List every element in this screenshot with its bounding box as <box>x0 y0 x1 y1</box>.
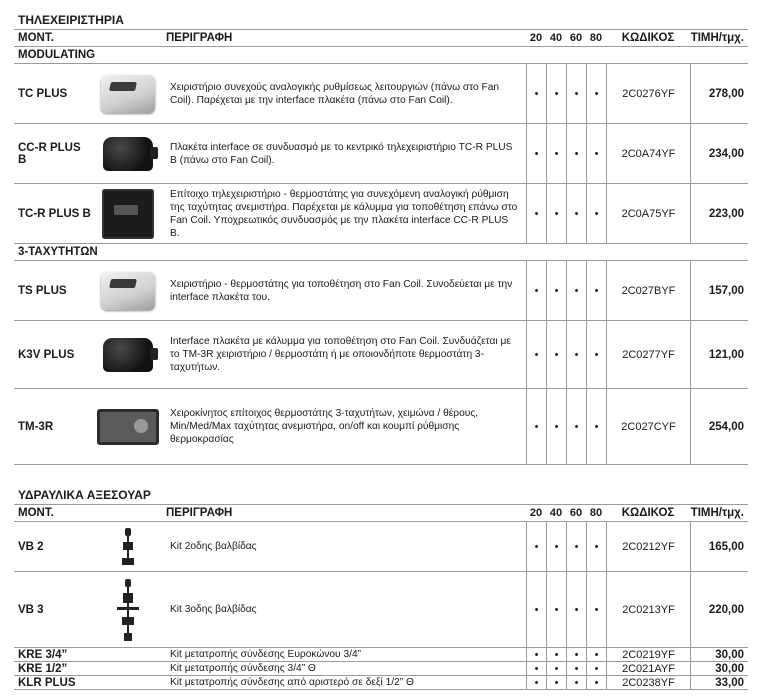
header-size-80: 80 <box>589 507 603 519</box>
row-size-40: • <box>546 676 566 689</box>
table-row <box>14 662 748 676</box>
row-code: 2C0276YF <box>606 64 690 123</box>
row-code: 2C0213YF <box>606 572 690 647</box>
table-row <box>14 124 748 184</box>
row-model: KRE 1/2” <box>18 662 68 675</box>
row-code: 2C0238YF <box>606 676 690 689</box>
header-model: ΜΟΝΤ. <box>18 507 54 519</box>
header-code: ΚΩΔΙΚΟΣ <box>621 32 675 44</box>
table-row <box>14 389 748 465</box>
row-code: 2C021AYF <box>606 662 690 675</box>
row-price: 220,00 <box>690 572 748 647</box>
row-size-60: • <box>566 124 586 183</box>
two-way-valve-icon <box>121 528 135 566</box>
row-price: 30,00 <box>690 648 748 661</box>
remote-control-icon <box>101 75 155 113</box>
group-title-modulating: MODULATING <box>14 47 748 64</box>
row-price: 157,00 <box>690 261 748 320</box>
row-size-40: • <box>546 648 566 661</box>
row-description: Επίτοιχο τηλεχειριστήριο - θερμοστάτης για συνεχόμενη αναλογική ρύθμιση της ταχύτητας ανεμιστήρα. Παρέχεται με κάλυμμα για τοποθέτηση επάνω στο Fan Coil. Υποχρεωτικός συνδυασμός με την πλακέτα interface CC-R PLUS B. <box>170 188 518 239</box>
row-price: 223,00 <box>690 184 748 243</box>
row-model: KLR PLUS <box>18 676 76 689</box>
row-description: Kit μετατροπής σύνδεσης από αριστερό σε δεξί 1/2” Θ <box>170 677 414 688</box>
row-description: Kit 3οδης βαλβίδας <box>170 604 257 615</box>
row-model: K3V PLUS <box>18 348 75 361</box>
row-description: Kit μετατροπής σύνδεσης 3/4” Θ <box>170 663 316 674</box>
row-price: 234,00 <box>690 124 748 183</box>
table-row <box>14 648 748 662</box>
row-size-40: • <box>546 64 566 123</box>
remote-control-icon <box>101 272 155 310</box>
row-size-40: • <box>546 662 566 675</box>
row-model: VB 3 <box>18 603 44 616</box>
row-description: Kit μετατροπής σύνδεσης Ευροκώνου 3/4” <box>170 649 362 660</box>
row-code: 2C0277YF <box>606 321 690 388</box>
row-code: 2C027BYF <box>606 261 690 320</box>
row-price: 278,00 <box>690 64 748 123</box>
header-price: ΤΙΜΗ/τμχ. <box>690 507 744 519</box>
row-size-20: • <box>526 64 546 123</box>
wall-thermostat-icon <box>102 189 154 239</box>
section-title-remotes: ΤΗΛΕΧΕΙΡΙΣΤΗΡΙΑ <box>14 10 748 30</box>
row-description: Πλακέτα interface σε συνδυασμό με το κεντρικό τηλεχειριστήριο TC-R PLUS B (πάνω στο Fan Coil). <box>170 141 513 166</box>
row-size-20: • <box>526 184 546 243</box>
table-row <box>14 261 748 321</box>
row-size-20: • <box>526 124 546 183</box>
row-size-80: • <box>586 321 606 388</box>
row-model: TM-3R <box>18 420 54 433</box>
row-size-20: • <box>526 389 546 464</box>
row-size-80: • <box>586 648 606 661</box>
header-size-20: 20 <box>529 32 543 44</box>
row-size-60: • <box>566 572 586 647</box>
row-code: 2C0212YF <box>606 522 690 571</box>
row-description: Χειριστήριο - θερμοστάτης για τοποθέτηση στο Fan Coil. Συνοδεύεται με την interface πλακέτα του. <box>170 278 513 303</box>
three-way-valve-icon <box>121 579 135 641</box>
row-size-40: • <box>546 184 566 243</box>
row-description: Interface πλακέτα με κάλυμμα για τοποθέτηση στο Fan Coil. Συνδυάζεται με το TM-3R χειριστήριο / θερμοστάτη ή με οποιονδήποτε θερμοστάτη 3-ταχυτήτων. <box>170 336 511 373</box>
row-size-60: • <box>566 676 586 689</box>
row-size-80: • <box>586 676 606 689</box>
row-code: 2C0A74YF <box>606 124 690 183</box>
row-size-20: • <box>526 522 546 571</box>
row-model: TC-R PLUS B <box>18 207 91 220</box>
row-size-60: • <box>566 389 586 464</box>
table-row <box>14 572 748 648</box>
row-size-40: • <box>546 572 566 647</box>
price-list <box>14 10 748 690</box>
header-size-80: 80 <box>589 32 603 44</box>
row-size-60: • <box>566 64 586 123</box>
row-size-40: • <box>546 522 566 571</box>
row-size-40: • <box>546 321 566 388</box>
row-price: 165,00 <box>690 522 748 571</box>
row-code: 2C027CYF <box>606 389 690 464</box>
header-description: ΠΕΡΙΓΡΑΦΗ <box>166 506 233 519</box>
table-row <box>14 184 748 244</box>
row-price: 33,00 <box>690 676 748 689</box>
table-row <box>14 321 748 389</box>
interface-board-icon <box>103 137 153 171</box>
interface-board-icon <box>103 338 153 372</box>
table-row <box>14 522 748 572</box>
row-size-60: • <box>566 662 586 675</box>
table-row <box>14 676 748 690</box>
row-size-20: • <box>526 648 546 661</box>
row-size-60: • <box>566 648 586 661</box>
header-price: ΤΙΜΗ/τμχ. <box>690 32 744 44</box>
row-size-80: • <box>586 184 606 243</box>
header-size-40: 40 <box>549 507 563 519</box>
header-model: ΜΟΝΤ. <box>18 32 54 44</box>
row-code: 2C0219YF <box>606 648 690 661</box>
row-size-20: • <box>526 572 546 647</box>
row-model: TS PLUS <box>18 284 67 297</box>
row-model: TC PLUS <box>18 87 68 100</box>
row-size-20: • <box>526 321 546 388</box>
row-price: 121,00 <box>690 321 748 388</box>
row-size-80: • <box>586 522 606 571</box>
row-size-20: • <box>526 261 546 320</box>
row-size-80: • <box>586 64 606 123</box>
header-description: ΠΕΡΙΓΡΑΦΗ <box>166 31 233 44</box>
table-row <box>14 64 748 124</box>
table-header <box>14 30 748 47</box>
manual-thermostat-icon <box>97 409 159 445</box>
row-model: KRE 3/4” <box>18 648 68 661</box>
row-size-80: • <box>586 662 606 675</box>
row-size-40: • <box>546 389 566 464</box>
section-title-hydraulic: ΥΔΡΑΥΛΙΚΑ ΑΞΕΣΟΥΑΡ <box>14 485 748 505</box>
header-size-60: 60 <box>569 507 583 519</box>
header-size-20: 20 <box>529 507 543 519</box>
row-code: 2C0A75YF <box>606 184 690 243</box>
row-size-80: • <box>586 124 606 183</box>
table-header <box>14 505 748 522</box>
row-size-80: • <box>586 261 606 320</box>
row-size-60: • <box>566 321 586 388</box>
row-size-80: • <box>586 572 606 647</box>
row-size-60: • <box>566 522 586 571</box>
row-size-80: • <box>586 389 606 464</box>
row-price: 30,00 <box>690 662 748 675</box>
row-size-40: • <box>546 261 566 320</box>
row-model: CC-R PLUS B <box>18 141 81 166</box>
header-size-40: 40 <box>549 32 563 44</box>
row-size-20: • <box>526 676 546 689</box>
row-description: Χειριστήριο συνεχούς αναλογικής ρυθμίσεως λειτουργιών (πάνω στο Fan Coil). Παρέχεται με την interface πλακέτα (πάνω στο Fan Coil). <box>170 81 500 106</box>
header-size-60: 60 <box>569 32 583 44</box>
header-code: ΚΩΔΙΚΟΣ <box>621 507 675 519</box>
row-model: VB 2 <box>18 540 44 553</box>
row-description: Χειροκίνητος επίτοιχος θερμοστάτης 3-ταχυτήτων, χειμώνα / θέρους, Min/Med/Max ταχύτητας ανεμιστήρα, on/off και κουμπί ρύθμισης θερμοκρασίας <box>170 408 479 445</box>
row-size-60: • <box>566 261 586 320</box>
row-description: Kit 2οδης βαλβίδας <box>170 541 257 552</box>
row-size-20: • <box>526 662 546 675</box>
row-size-40: • <box>546 124 566 183</box>
row-size-60: • <box>566 184 586 243</box>
group-title-3-speed: 3-ΤΑΧΥΤΗΤΩΝ <box>14 244 748 261</box>
row-price: 254,00 <box>690 389 748 464</box>
